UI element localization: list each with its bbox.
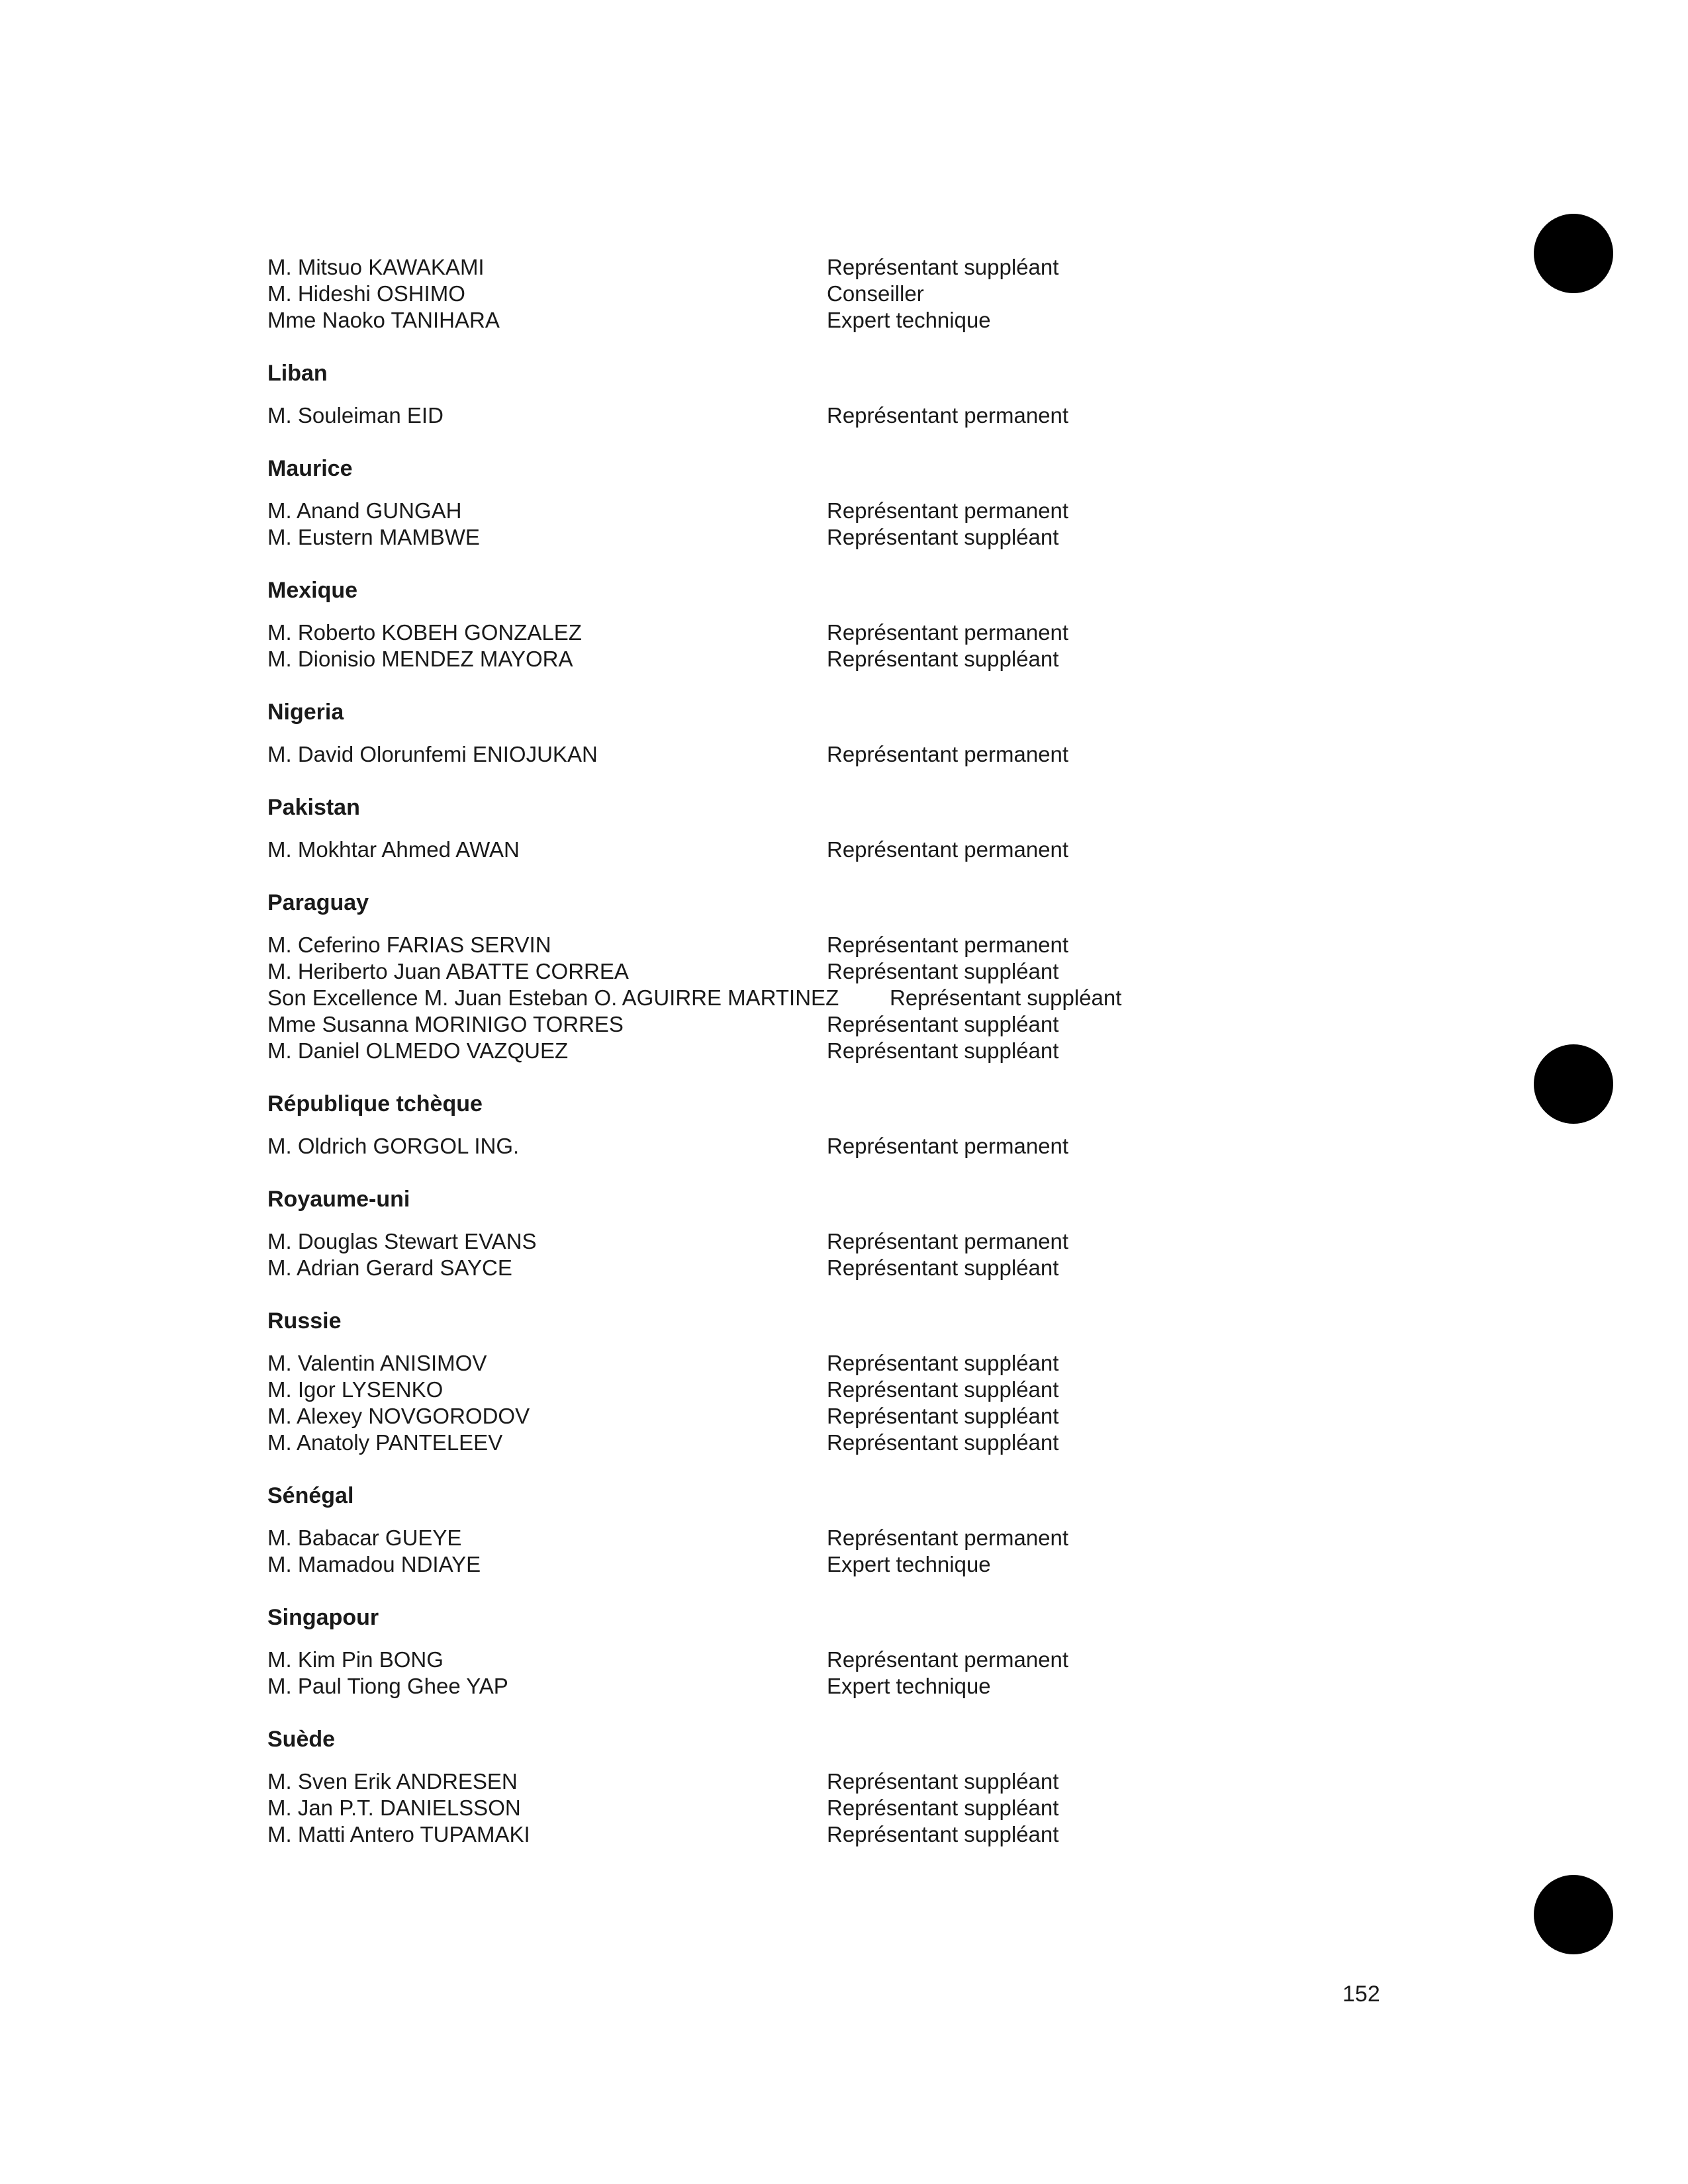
page-number: 152 xyxy=(1342,1981,1380,2007)
delegate-role: Expert technique xyxy=(827,1674,991,1698)
delegate-name: M. Alexey NOVGORODOV xyxy=(267,1404,530,1428)
delegate-row xyxy=(267,402,1260,429)
delegate-row xyxy=(267,254,1260,281)
delegate-name: M. David Olorunfemi ENIOJUKAN xyxy=(267,742,598,766)
delegate-role: Représentant suppléant xyxy=(827,1377,1059,1402)
delegate-role: Représentant permanent xyxy=(827,1134,1069,1158)
delegate-name: M. Adrian Gerard SAYCE xyxy=(267,1255,512,1280)
country-heading: Liban xyxy=(267,361,328,386)
delegate-role: Représentant permanent xyxy=(827,403,1069,428)
delegate-row xyxy=(267,307,1260,334)
delegate-name: M. Sven Erik ANDRESEN xyxy=(267,1769,518,1794)
delegate-role: Représentant suppléant xyxy=(827,1430,1059,1455)
delegate-row xyxy=(267,498,1260,524)
country-heading: Russie xyxy=(267,1308,342,1334)
country-group xyxy=(267,577,1260,672)
delegate-role: Représentant permanent xyxy=(827,620,1069,645)
delegate-role: Représentant permanent xyxy=(827,1647,1069,1672)
delegate-name: M. Kim Pin BONG xyxy=(267,1647,444,1672)
delegate-name: M. Dionisio MENDEZ MAYORA xyxy=(267,647,573,671)
delegate-name: M. Heriberto Juan ABATTE CORREA xyxy=(267,959,629,983)
delegate-name: M. Babacar GUEYE xyxy=(267,1525,462,1550)
punch-hole-bottom xyxy=(1534,1875,1613,1954)
country-group xyxy=(267,794,1260,863)
delegate-name: M. Valentin ANISIMOV xyxy=(267,1351,487,1375)
country-group xyxy=(267,455,1260,551)
delegate-row xyxy=(267,1768,1260,1795)
delegate-role: Représentant permanent xyxy=(827,837,1069,862)
delegate-row xyxy=(267,1647,1260,1673)
delegate-role: Représentant suppléant xyxy=(890,985,1122,1010)
country-group xyxy=(267,1726,1260,1848)
country-heading: Maurice xyxy=(267,456,353,481)
delegate-role: Représentant permanent xyxy=(827,498,1069,523)
delegate-name: M. Roberto KOBEH GONZALEZ xyxy=(267,620,582,645)
delegate-row xyxy=(267,741,1260,768)
country-group xyxy=(267,254,1260,334)
delegation-list xyxy=(267,254,1260,1848)
country-group xyxy=(267,1604,1260,1700)
delegate-role: Expert technique xyxy=(827,1552,991,1576)
delegate-row xyxy=(267,985,1260,1011)
delegate-role: Représentant suppléant xyxy=(827,1796,1059,1820)
delegate-name: M. Oldrich GORGOL ING. xyxy=(267,1134,520,1158)
delegate-role: Représentant suppléant xyxy=(827,1351,1059,1375)
country-heading: Nigeria xyxy=(267,700,344,725)
delegate-name: M. Hideshi OSHIMO xyxy=(267,281,465,306)
delegate-name: M. Matti Antero TUPAMAKI xyxy=(267,1822,530,1846)
country-group xyxy=(267,699,1260,768)
delegate-role: Représentant permanent xyxy=(827,742,1069,766)
delegate-row xyxy=(267,1133,1260,1160)
delegate-name: M. Paul Tiong Ghee YAP xyxy=(267,1674,508,1698)
delegate-row xyxy=(267,1038,1260,1064)
delegate-role: Représentant permanent xyxy=(827,933,1069,957)
punch-hole-middle xyxy=(1534,1044,1613,1124)
country-heading: Singapour xyxy=(267,1605,379,1630)
delegate-name: M. Anatoly PANTELEEV xyxy=(267,1430,503,1455)
country-heading: Sénégal xyxy=(267,1483,354,1508)
delegate-name: M. Daniel OLMEDO VAZQUEZ xyxy=(267,1038,569,1063)
delegate-name: M. Mokhtar Ahmed AWAN xyxy=(267,837,520,862)
delegate-role: Représentant permanent xyxy=(827,1229,1069,1253)
delegate-name: M. Eustern MAMBWE xyxy=(267,525,480,549)
country-group xyxy=(267,889,1260,1064)
delegate-role: Représentant suppléant xyxy=(827,647,1059,671)
delegate-row xyxy=(267,1821,1260,1848)
delegate-row xyxy=(267,524,1260,551)
delegate-role: Représentant suppléant xyxy=(827,1822,1059,1846)
delegate-role: Représentant suppléant xyxy=(827,1255,1059,1280)
country-heading: Suède xyxy=(267,1727,336,1752)
country-group xyxy=(267,1482,1260,1578)
delegate-role: Représentant suppléant xyxy=(827,1404,1059,1428)
delegate-row xyxy=(267,1228,1260,1255)
delegate-name: M. Douglas Stewart EVANS xyxy=(267,1229,537,1253)
delegate-row xyxy=(267,1255,1260,1281)
delegate-name: M. Ceferino FARIAS SERVIN xyxy=(267,933,551,957)
country-group xyxy=(267,1308,1260,1456)
delegate-name: Mme Susanna MORINIGO TORRES xyxy=(267,1012,624,1036)
delegate-row xyxy=(267,837,1260,863)
delegate-row xyxy=(267,1430,1260,1456)
delegate-row xyxy=(267,1551,1260,1578)
delegate-row xyxy=(267,1011,1260,1038)
delegate-role: Expert technique xyxy=(827,308,991,332)
delegate-row xyxy=(267,281,1260,307)
punch-hole-top xyxy=(1534,214,1613,293)
country-heading: République tchèque xyxy=(267,1091,483,1116)
delegate-name: M. Mamadou NDIAYE xyxy=(267,1552,481,1576)
country-heading: Pakistan xyxy=(267,795,360,820)
delegate-row xyxy=(267,1525,1260,1551)
delegate-name: Mme Naoko TANIHARA xyxy=(267,308,500,332)
country-group xyxy=(267,1091,1260,1160)
country-group xyxy=(267,360,1260,429)
delegate-row xyxy=(267,1377,1260,1403)
delegate-row xyxy=(267,1795,1260,1821)
delegate-name: M. Jan P.T. DANIELSSON xyxy=(267,1796,521,1820)
delegate-role: Représentant suppléant xyxy=(827,525,1059,549)
delegate-name: Son Excellence M. Juan Esteban O. AGUIRRE MARTINEZ xyxy=(267,985,839,1010)
delegate-role: Représentant suppléant xyxy=(827,1038,1059,1063)
delegate-row xyxy=(267,932,1260,958)
country-heading: Mexique xyxy=(267,578,358,603)
delegate-row xyxy=(267,1403,1260,1430)
country-heading: Royaume-uni xyxy=(267,1187,410,1212)
country-group xyxy=(267,1186,1260,1281)
delegate-name: M. Anand GUNGAH xyxy=(267,498,462,523)
delegate-name: M. Souleiman EID xyxy=(267,403,444,428)
delegate-role: Représentant suppléant xyxy=(827,1012,1059,1036)
delegate-name: M. Igor LYSENKO xyxy=(267,1377,444,1402)
delegate-role: Représentant suppléant xyxy=(827,255,1059,279)
delegate-name: M. Mitsuo KAWAKAMI xyxy=(267,255,485,279)
delegate-row xyxy=(267,646,1260,672)
delegate-role: Représentant suppléant xyxy=(827,959,1059,983)
delegate-role: Représentant suppléant xyxy=(827,1769,1059,1794)
delegate-role: Représentant permanent xyxy=(827,1525,1069,1550)
country-heading: Paraguay xyxy=(267,890,369,915)
delegate-row xyxy=(267,1673,1260,1700)
delegate-row xyxy=(267,619,1260,646)
delegate-row xyxy=(267,958,1260,985)
delegate-row xyxy=(267,1350,1260,1377)
delegate-role: Conseiller xyxy=(827,281,924,306)
